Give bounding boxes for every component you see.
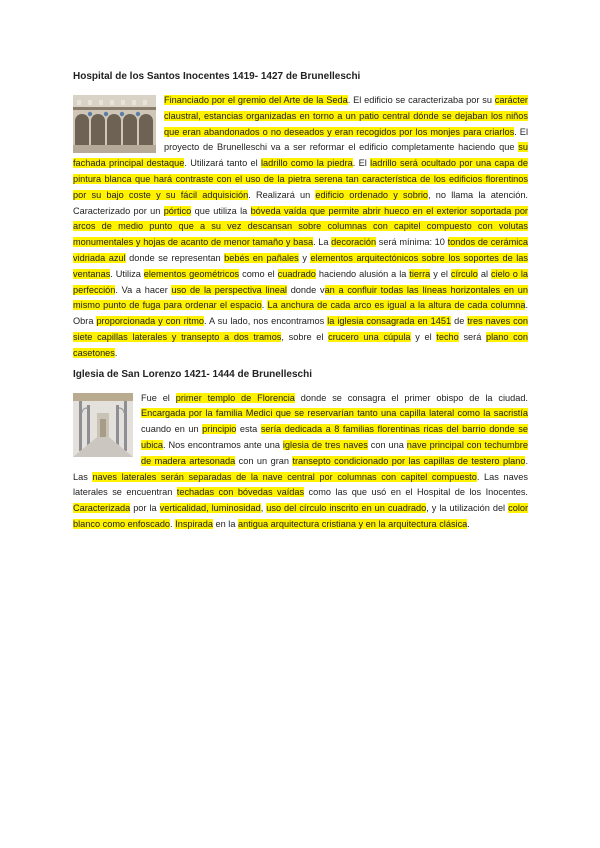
highlighted-text: tierra: [409, 268, 431, 279]
text-segment: .: [467, 518, 470, 529]
highlighted-text: Encargada por la familia Medici que se reservarían tanto una capilla lateral como la sacristía: [141, 408, 528, 419]
text-segment: . Las: [73, 455, 528, 482]
text-segment: cuando en un: [141, 424, 203, 435]
highlighted-text: antigua arquitectura cristiana y en la arquitectura clásica: [237, 518, 468, 529]
text-segment: haciendo alusión a la: [315, 268, 410, 279]
text-segment: por la: [130, 503, 160, 514]
text-segment: , sobre el: [281, 331, 329, 342]
text-segment: Fue el: [141, 392, 176, 403]
text-segment: al: [477, 268, 491, 279]
paragraph-san-lorenzo-text: [73, 393, 528, 529]
highlighted-text: elementos arquitectónicos sobre los soportes de las ventanas: [73, 252, 529, 279]
highlighted-text: an a confluir todas las líneas horizontales en un mismo punto de fuga para ordenar el espacio: [73, 284, 528, 311]
highlighted-text: principio: [202, 424, 237, 435]
highlighted-text: techadas con bóvedas vaídas: [176, 487, 305, 498]
highlighted-text: ladrillo como la piedra: [261, 158, 353, 169]
text-segment: en la: [212, 518, 238, 529]
highlighted-text: proporcionada y con ritmo: [96, 316, 205, 327]
paragraph-hospital: [73, 93, 528, 362]
highlighted-text: transepto condicionado por las capillas de testero plano: [292, 455, 526, 466]
highlighted-text: elementos geométricos: [143, 268, 240, 279]
text-segment: . Obra: [73, 300, 529, 327]
text-segment: . Utilizará tanto el: [184, 158, 262, 169]
highlighted-text: tres naves con siete capillas laterales y transepto a dos tramos: [73, 316, 528, 342]
highlighted-text: sería dedicada a 8 familias florentinas ricas del barrio donde se ubica: [141, 424, 528, 450]
highlighted-text: cuadrado: [277, 268, 316, 279]
highlighted-text: Financiado por el gremio del Arte de la Seda: [164, 95, 348, 105]
text-segment: como el: [239, 268, 278, 279]
highlighted-text: círculo: [450, 268, 478, 279]
text-segment: . Utiliza: [110, 268, 144, 279]
text-segment: . Realizará un: [248, 189, 316, 200]
hospital-facade-photo: [73, 95, 156, 153]
text-segment: .: [170, 518, 176, 529]
text-segment: . El: [352, 158, 371, 169]
text-segment: esta: [236, 424, 261, 435]
church-interior-photo: [73, 393, 133, 457]
highlighted-text: iglesia de tres naves: [282, 439, 368, 450]
highlighted-text: edificio ordenado y sobrio: [315, 189, 429, 200]
highlighted-text: uso de la perspectiva lineal: [171, 284, 287, 295]
section-title-hospital: Hospital de los Santos Inocentes 1419- 1427 de Brunelleschi: [73, 71, 361, 82]
text-segment: será: [458, 331, 487, 342]
highlighted-text: la iglesia consagrada en 1451: [327, 316, 452, 327]
highlighted-text: su fachada principal destaque: [73, 142, 528, 169]
highlighted-text: tondos de cerámica vidriada azul: [73, 237, 528, 263]
text-segment: y el: [430, 268, 451, 279]
text-segment: como las que usó en el Hospital de los Inocentes.: [304, 487, 528, 498]
highlighted-text: Caracterizada: [73, 503, 131, 514]
highlighted-text: nave principal con techumbre de madera artesonada: [141, 439, 528, 466]
highlighted-text: naves laterales serán separadas de la nave central por columnas con capitel compuesto: [92, 471, 477, 482]
text-segment: . Nos encontramos ante una: [162, 439, 283, 450]
highlighted-text: Inspirada: [175, 518, 213, 529]
text-segment: y: [298, 252, 311, 263]
text-segment: será mínima: 10: [376, 237, 448, 248]
highlighted-text: carácter claustral, estancias organizadas en torno a un patio central dónde se dejaban los niños que eran abandonados o no deseados y eran recogidos por los monjes para criarlos: [164, 95, 528, 137]
highlighted-text: crucero una cúpula: [328, 331, 411, 342]
highlighted-text: ladrillo será ocultado por una capa de pintura blanca que hará contraste con el uso de la pietra serena tan característica de los edificios florentinos por su bajo coste y su fácil adquisición: [73, 158, 528, 200]
text-segment: y el: [410, 331, 437, 342]
text-segment: con un gran: [235, 455, 293, 466]
text-segment: ,: [260, 503, 267, 514]
text-segment: donde se representan: [125, 252, 225, 263]
highlighted-text: color blanco como enfoscado: [73, 503, 529, 529]
text-segment: donde se consagra el primer obispo de la ciudad.: [294, 392, 528, 403]
text-segment: .: [114, 347, 118, 358]
text-segment: con una: [367, 439, 407, 450]
text-segment: donde v: [286, 284, 325, 295]
highlighted-text: plano con casetones: [73, 331, 528, 358]
text-segment: , y la utilización del: [426, 503, 509, 514]
text-segment: . Las naves laterales se encuentran: [73, 471, 528, 498]
highlighted-text: techo: [436, 331, 459, 342]
text-segment: . El proyecto de Brunelleschi va a ser reformar el edificio completamente haciendo que: [164, 126, 528, 153]
paragraph-san-lorenzo: [73, 391, 528, 533]
text-segment: de: [451, 316, 468, 327]
section-title-san-lorenzo: Iglesia de San Lorenzo 1421- 1444 de Brunelleschi: [73, 368, 312, 380]
highlighted-text: bóveda vaída que permite abrir hueco en el exterior soportada por arcos de medio punto que a su vez descansan sobre columnas con capitel compuesto con volutas monumentales y hojas de acanto de menor tamaño y basa: [73, 205, 528, 248]
highlighted-text: decoración: [331, 237, 377, 248]
highlighted-text: verticalidad, luminosidad: [159, 503, 261, 514]
highlighted-text: La anchura de cada arco es igual a la altura de cada columna: [267, 300, 526, 311]
text-segment: . La: [313, 237, 332, 248]
text-segment: . Va a hacer: [115, 284, 172, 295]
text-segment: .: [261, 300, 268, 311]
highlighted-text: pórtico: [163, 205, 192, 216]
text-segment: que utiliza la: [191, 205, 251, 216]
text-segment: . El edificio se caracterizaba por su: [347, 95, 495, 105]
text-segment: , no llama la atención. Caracterizado por un: [73, 189, 528, 216]
highlighted-text: uso del círculo inscrito en un cuadrado: [266, 503, 427, 514]
highlighted-text: bebés en pañales: [224, 252, 299, 263]
highlighted-text: primer templo de Florencia: [175, 392, 295, 403]
highlighted-text: cielo o la perfección: [73, 268, 529, 295]
text-segment: . A su lado, nos encontramos: [204, 316, 328, 327]
